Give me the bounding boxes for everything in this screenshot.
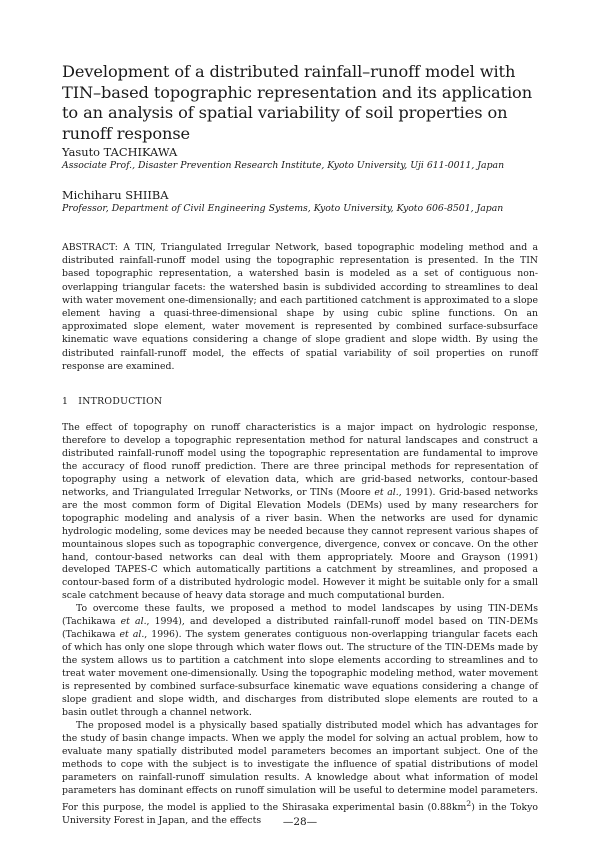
body-paragraph — [62, 720, 538, 828]
text-run: , 1994), and developed a distributed rainfall-runoff model based on TIN-DEMs (Tachikawa — [62, 616, 538, 641]
text-run: The proposed model is a physically based spatially distributed model which has advantages for the study of basin change impacts. When we apply the model for solving an actual problem, how to evaluate many spatially distributed model parameters becomes an important subject. One of the methods to cope with the subject is to investigate the influence of spatial distributions of model parameters on rainfall-runoff simulation results. A knowledge about what information of model parameters has dominant effects on runoff simulation will be useful to determine model parameters. For this purpose, the model is applied to the Shirasaka experimental basin (0.88km — [62, 719, 538, 813]
text-run: The effect of topography on runoff characteristics is a major impact on hydrologic response, therefore to develop a topographic representation method for natural landscapes and construct a distributed rainfall-runoff model using the topographic representation are fundamental to improve the accuracy of flood runoff prediction. There are three principal methods for representation of topography using a network of elevation data, which are grid-based networks, contour-based networks, and Triangulated Irregular Networks, or TINs (Moore — [62, 422, 538, 498]
paper-title: Development of a distributed rainfall–runoff model with TIN–based topographic representation and its application to an analysis of spatial variability of soil properties on runoff response — [62, 62, 533, 143]
page-number: —28— — [282, 816, 318, 828]
section-heading — [62, 396, 172, 407]
author-block-1 — [62, 145, 562, 172]
text-run: , 1996). The system generates contiguous non-overlapping triangular facets each of which has only one slope through which water flows out. The structure of the TIN-DEMs made by the system allows us to partition a catchment into slope elements according to streamlines and to treat water movement one-dimensionally. Using the topographic modeling method, water movement is represented by combined surface-subsurface kinematic wave equations considering a change of slope gradient and slope width, and discharges from distributed slope elements are routed to a basin outlet through a channel network. — [62, 629, 538, 718]
author-affiliation: Associate Prof., Disaster Prevention Research Institute, Kyoto University, Uji 611-0011, Japan — [62, 160, 505, 171]
italic-run: et al. — [120, 616, 147, 628]
author-name: Yasuto TACHIKAWA — [62, 145, 178, 159]
section-title: INTRODUCTION — [78, 396, 163, 407]
text-run: , 1991). Grid-based networks are the most common form of Digital Elevation Models (DEMs) used by many researchers for topographic modeling and analysis of a river basin. When the networks are used for dynamic hydrologic modeling, some devices may be needed because they cannot represent various shapes of mountainous slopes such as topographic convergence, divergence, convex or concave. On the other hand, contour-based networks can deal with them appropriately. Moore and Grayson (1991) developed TAPES-C which automatically partitions a catchment by streamlines, and proposed a contour-based form of a distributed hydrologic model. However it might be suitable only for a small scale catchment because of heavy data storage and much computational burden. — [62, 486, 538, 602]
text-run: ) in the Tokyo University Forest in Japan, and the effects — [62, 801, 538, 826]
italic-run: et al. — [374, 486, 399, 498]
introduction-body — [62, 422, 538, 828]
author-affiliation: Professor, Department of Civil Engineering Systems, Kyoto University, Kyoto 606-8501, Japan — [62, 203, 504, 214]
abstract: ABSTRACT: A TIN, Triangulated Irregular Network, based topographic modeling method and a distributed rainfall-runoff model using the topographic representation is presented. In the TIN based topographic representation, a watershed basin is modeled as a set of contiguous non-overlapping triangular facets: the watershed basin is subdivided according to streamlines to deal with water movement one-dimensionally; and each partitioned catchment is approximated to a slope element having a quasi-three-dimensional shape by using cubic spline functions. On an approximated slope element, water movement is represented by combined surface-subsurface kinematic wave equations considering a change of slope gradient and slope width. By using the distributed rainfall-runoff model, the effects of spatial variability of soil properties on runoff response are examined. — [62, 242, 538, 372]
body-paragraph — [62, 603, 538, 720]
author-block-2 — [62, 188, 562, 215]
author-name: Michiharu SHIIBA — [62, 188, 169, 202]
superscript-run: 2 — [466, 798, 472, 808]
text-run: To overcome these faults, we proposed a method to model landscapes by using TIN-DEMs (Tachikawa — [62, 603, 538, 628]
body-paragraph — [62, 422, 538, 603]
italic-run: et al. — [119, 629, 145, 641]
section-number: 1 — [62, 396, 69, 407]
